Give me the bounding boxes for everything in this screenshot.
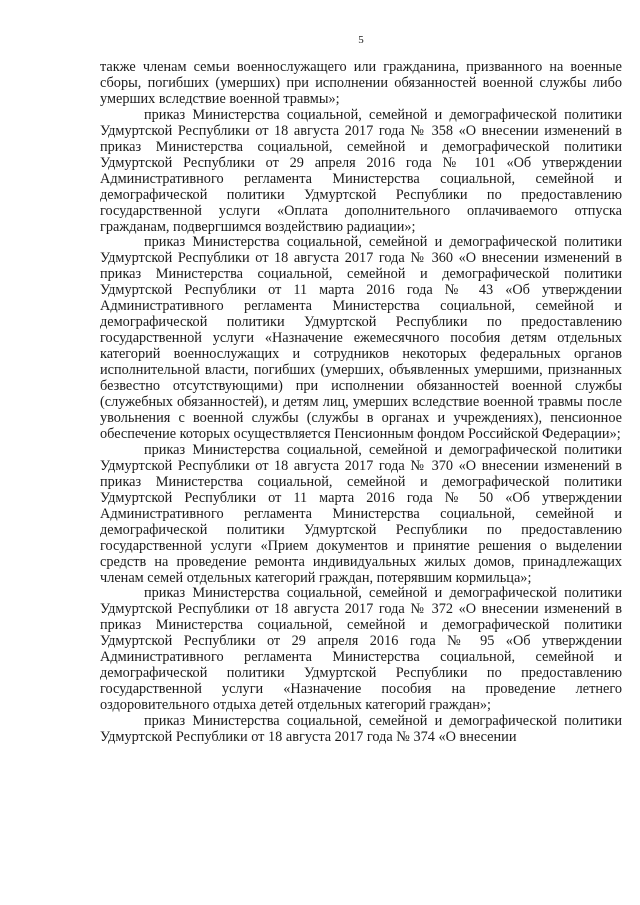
paragraph-order-370: приказ Министерства социальной, семейной и демографической политики Удмуртской Республики от 18 августа 2017 года № 370 «О внесении изменений в приказ Министерства социальной, семейной и демографической политики Удмуртской Республики от 11 марта 2016 года № 50 «Об утверждении Административного регламента Министерства социальной, семейной и демографической политики Удмуртской Республики по предоставлению государственной услуги «Прием документов и принятие решения о выделении средств на проведение ремонта индивидуальных жилых домов, принадлежащих членам семей отдельных категорий граждан, потерявшим кормильца»; bbox=[100, 441, 622, 586]
paragraph-continuation: также членам семьи военнослужащего или гражданина, призванного на военные сборы, погибших (умерших) при исполнении обязанностей военной службы либо умерших вследствие военной травмы»; bbox=[100, 59, 622, 107]
paragraph-order-372: приказ Министерства социальной, семейной и демографической политики Удмуртской Республики от 18 августа 2017 года № 372 «О внесении изменений в приказ Министерства социальной, семейной и демографической политики Удмуртской Республики от 29 апреля 2016 года № 95 «Об утверждении Административного регламента Министерства социальной, семейной и демографической политики Удмуртской Республики по предоставлению государственной услуги «Назначение пособия на проведение летнего оздоровительного отдыха детей отдельных категорий граждан»; bbox=[100, 585, 622, 714]
paragraph-order-360: приказ Министерства социальной, семейной и демографической политики Удмуртской Республики от 18 августа 2017 года № 360 «О внесении изменений в приказ Министерства социальной, семейной и демографической политики Удмуртской Республики от 11 марта 2016 года № 43 «Об утверждении Административного регламента Министерства социальной, семейной и демографической политики Удмуртской Республики по предоставлению государственной услуги «Назначение ежемесячного пособия детям отдельных категорий военнослужащих и сотрудников некоторых федеральных органов исполнительной власти, погибших (умерших, объявленных умершими, признанных безвестно отсутствующими) при исполнении обязанностей военной службы (служебных обязанностей), и детям лиц, умерших вследствие военной травмы после увольнения с военной службы (службы в органах и учреждениях), пенсионное обеспечение которых осуществляется Пенсионным фондом Российской Федерации»; bbox=[100, 234, 622, 442]
paragraph-order-374: приказ Министерства социальной, семейной и демографической политики Удмуртской Республики от 18 августа 2017 года № 374 «О внесении bbox=[100, 713, 622, 746]
document-body bbox=[100, 60, 622, 746]
paragraph-order-358: приказ Министерства социальной, семейной и демографической политики Удмуртской Республики от 18 августа 2017 года № 358 «О внесении изменений в приказ Министерства социальной, семейной и демографической политики Удмуртской Республики от 29 апреля 2016 года № 101 «Об утверждении Административного регламента Министерства социальной, семейной и демографической политики Удмуртской Республики по предоставлению государственной услуги «Оплата дополнительного оплачиваемого отпуска гражданам, подвергшимся воздействию радиации»; bbox=[100, 106, 622, 235]
page-number: 5 bbox=[358, 34, 364, 46]
